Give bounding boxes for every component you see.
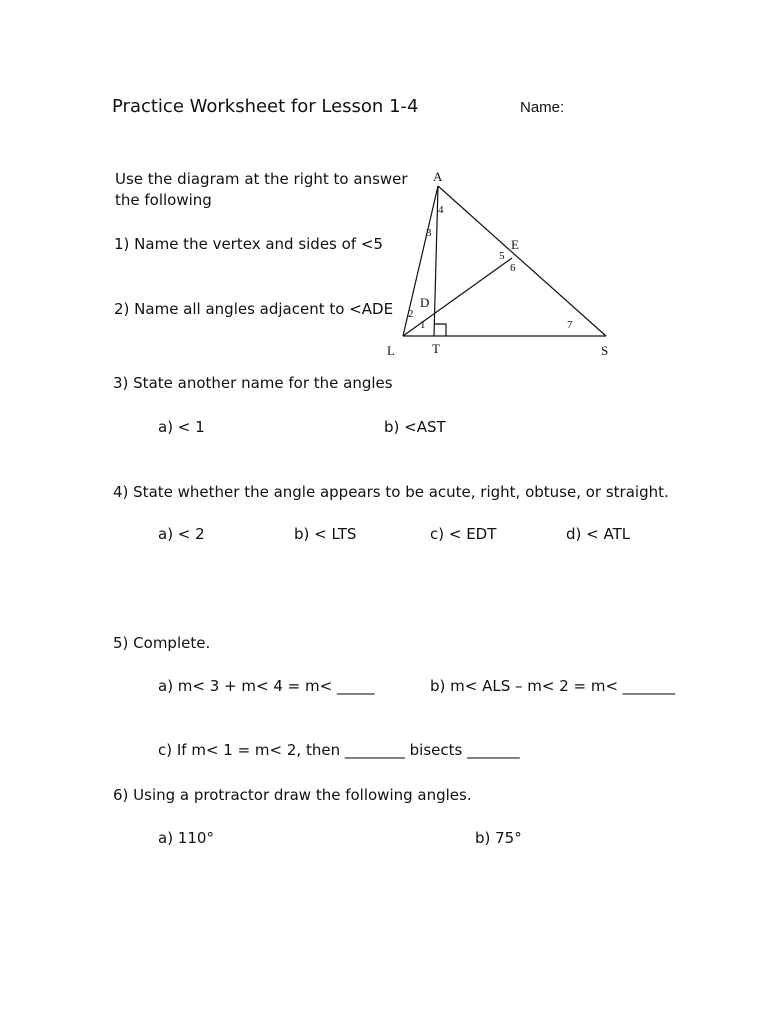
- point-t-label: T: [432, 341, 440, 356]
- point-s-label: S: [601, 343, 609, 358]
- angle-5-label: 5: [499, 250, 505, 262]
- question-4: 4) State whether the angle appears to be acute, right, obtuse, or straight.: [113, 483, 669, 501]
- angle-4-label: 4: [438, 204, 444, 216]
- segment-as: [438, 186, 606, 336]
- question-6a: a) 110°: [158, 829, 214, 847]
- question-5b: b) m< ALS – m< 2 = m< _______: [430, 677, 676, 695]
- page-title: Practice Worksheet for Lesson 1-4: [112, 96, 419, 117]
- point-e-label: E: [511, 237, 519, 252]
- question-3a: a) < 1: [158, 418, 205, 436]
- angle-3-label: 3: [426, 227, 432, 239]
- question-5c: c) If m< 1 = m< 2, then ________ bisects _______: [158, 741, 520, 759]
- point-l-label: L: [387, 343, 395, 358]
- intro-line-2: the following: [115, 191, 212, 209]
- question-4a: a) < 2: [158, 525, 205, 543]
- point-a-label: A: [433, 169, 443, 184]
- question-5: 5) Complete.: [113, 634, 211, 652]
- question-4d: d) < ATL: [566, 525, 631, 543]
- question-6: 6) Using a protractor draw the following angles.: [113, 786, 472, 804]
- angle-6-label: 6: [510, 262, 516, 274]
- name-label: Name:: [520, 99, 565, 116]
- point-d-label: D: [420, 295, 430, 310]
- angle-7-label: 7: [567, 319, 573, 331]
- right-angle-mark: [434, 324, 446, 336]
- question-4b: b) < LTS: [294, 525, 357, 543]
- question-1: 1) Name the vertex and sides of <5: [114, 235, 383, 253]
- question-3b: b) <AST: [384, 418, 446, 436]
- question-3: 3) State another name for the angles: [113, 374, 393, 392]
- question-4c: c) < EDT: [430, 525, 497, 543]
- question-5a: a) m< 3 + m< 4 = m< _____: [158, 677, 375, 695]
- angle-1-label: 1: [420, 319, 426, 331]
- question-6b: b) 75°: [475, 829, 522, 847]
- intro-line-1: Use the diagram at the right to answer: [115, 170, 408, 188]
- question-2: 2) Name all angles adjacent to <ADE: [114, 300, 394, 318]
- triangle-diagram: [0, 0, 770, 370]
- angle-2-label: 2: [408, 308, 414, 320]
